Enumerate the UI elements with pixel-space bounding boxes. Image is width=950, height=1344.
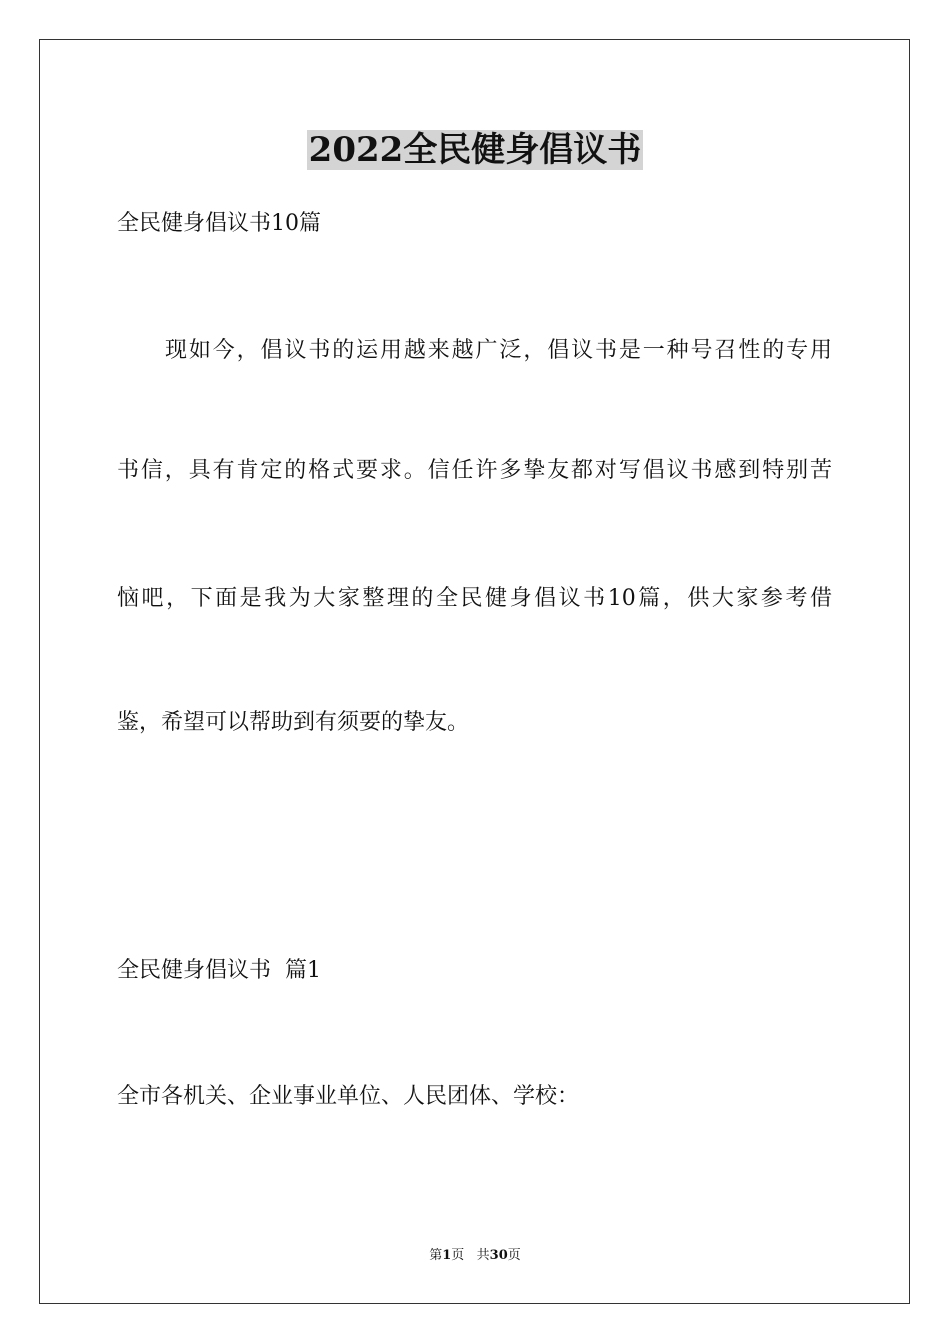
footer-total-pages: 30	[489, 1248, 508, 1263]
footer-middle: 页 共	[451, 1248, 490, 1263]
section-heading: 全民健身倡议书 篇1	[117, 958, 321, 983]
intro-line-2: 书信，具有肯定的格式要求。信任许多挚友都对写倡议书感到特别苦	[117, 458, 832, 483]
salutation: 全市各机关、企业事业单位、人民团体、学校：	[117, 1084, 580, 1109]
footer-suffix: 页	[507, 1248, 521, 1263]
document-subtitle: 全民健身倡议书10篇	[117, 211, 321, 236]
intro-line-3: 恼吧，下面是我为大家整理的全民健身倡议书10篇，供大家参考借	[117, 586, 832, 611]
document-title	[0, 128, 950, 172]
document-title-text: 2022全民健身倡议书	[308, 130, 642, 170]
intro-line-4: 鉴，希望可以帮助到有须要的挚友。	[117, 710, 470, 735]
intro-line-1: 现如今，倡议书的运用越来越广泛，倡议书是一种号召性的专用	[165, 338, 832, 363]
page-footer	[0, 1247, 950, 1265]
footer-page-number: 1	[442, 1248, 452, 1263]
footer-prefix: 第	[429, 1248, 443, 1263]
